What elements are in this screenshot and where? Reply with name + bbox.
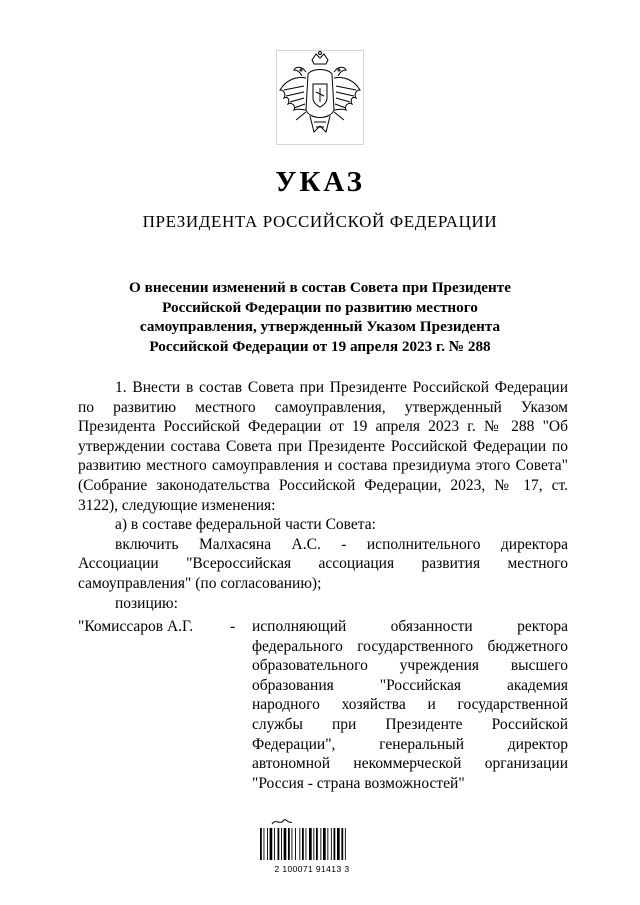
- barcode-bar: [331, 828, 332, 860]
- barcode-bar: [323, 828, 326, 860]
- decree-heading: [100, 278, 540, 356]
- position-line: образовательного учреждения высшего: [252, 657, 568, 675]
- barcode-bar: [341, 828, 343, 860]
- position-line: образования "Российская академия: [252, 676, 568, 694]
- document-subtitle: ПРЕЗИДЕНТА РОССИЙСКОЙ ФЕДЕРАЦИИ: [142, 212, 498, 231]
- barcode-bar: [316, 828, 318, 860]
- barcode-bar: [295, 828, 296, 860]
- position-line: федерального государственного бюджетного: [252, 637, 568, 655]
- barcode-bar: [313, 828, 314, 860]
- barcode-bar: [292, 828, 293, 860]
- position-dash: -: [230, 618, 236, 635]
- barcode-bar: [299, 828, 300, 860]
- position-name: "Комиссаров А.Г.: [78, 618, 194, 635]
- document-title: УКАЗ: [275, 166, 365, 198]
- barcode-bar: [306, 828, 307, 860]
- barcode-bar: [309, 828, 312, 860]
- position-entry: [78, 617, 568, 793]
- barcode-mark: [272, 820, 292, 824]
- position-description: [252, 617, 568, 793]
- heading-line: самоуправления, утвержденный Указом Президента: [139, 318, 501, 335]
- barcode-bar: [264, 828, 265, 860]
- barcode-bar: [284, 828, 287, 860]
- position-label: позицию:: [115, 594, 178, 612]
- coat-of-arms-icon: [276, 50, 364, 145]
- barcode-bar: [274, 828, 275, 860]
- item-a: а) в составе федеральной части Совета:: [115, 516, 376, 534]
- barcode-bar: [260, 828, 262, 860]
- barcode-bar: [345, 828, 346, 860]
- position-line: автономной некоммерческой организации: [252, 755, 568, 773]
- include-line: включить Малхасяна А.С. - исполнительного директора: [115, 535, 568, 553]
- barcode-bar: [337, 828, 340, 860]
- decree-body: [78, 378, 568, 613]
- paragraph-1: 1. Внести в состав Совета при Президенте Российской Федерации по развитию местного самоуправления, утвержденный Указом Президента Российской Федерации от 19 апреля 2023 г. № 288 "Об утверждении состава Совета при Президенте Российской Федерации по развитию местного самоуправления и состава президиума этого Совета" (Собрание законодательства Российской Федерации, 2023, № 17, ст. 3122), следующие изменения:: [78, 379, 568, 514]
- barcode-bar: [267, 828, 268, 860]
- heading-line: Российской Федерации от 19 апреля 2023 г. № 288: [149, 337, 491, 355]
- position-line: службы при Президенте Российской: [252, 715, 568, 733]
- barcode-bar: [327, 828, 328, 860]
- barcode-digits: 2 100071 91413 3: [274, 864, 350, 874]
- include-line: самоуправления" (по согласованию);: [78, 574, 322, 592]
- barcode-bar: [302, 828, 304, 860]
- position-line: народного хозяйства и государственной: [252, 696, 568, 714]
- position-line: Федерации", генеральный директор: [252, 735, 568, 753]
- barcode-bar: [288, 828, 290, 860]
- heading-line: Российской Федерации по развитию местного: [162, 298, 478, 316]
- barcode-bar: [334, 828, 336, 860]
- heading-line: О внесении изменений в состав Совета при Президенте: [129, 279, 511, 296]
- include-line: Ассоциации "Всероссийская ассоциация развития местного: [78, 555, 568, 573]
- barcode-bar: [320, 828, 321, 860]
- barcode-bar: [270, 828, 273, 860]
- position-line: исполняющий обязанности ректора: [252, 618, 568, 635]
- position-line: "Россия - страна возможностей": [252, 774, 465, 792]
- barcode-bar: [281, 828, 282, 860]
- barcode-bar: [278, 828, 280, 860]
